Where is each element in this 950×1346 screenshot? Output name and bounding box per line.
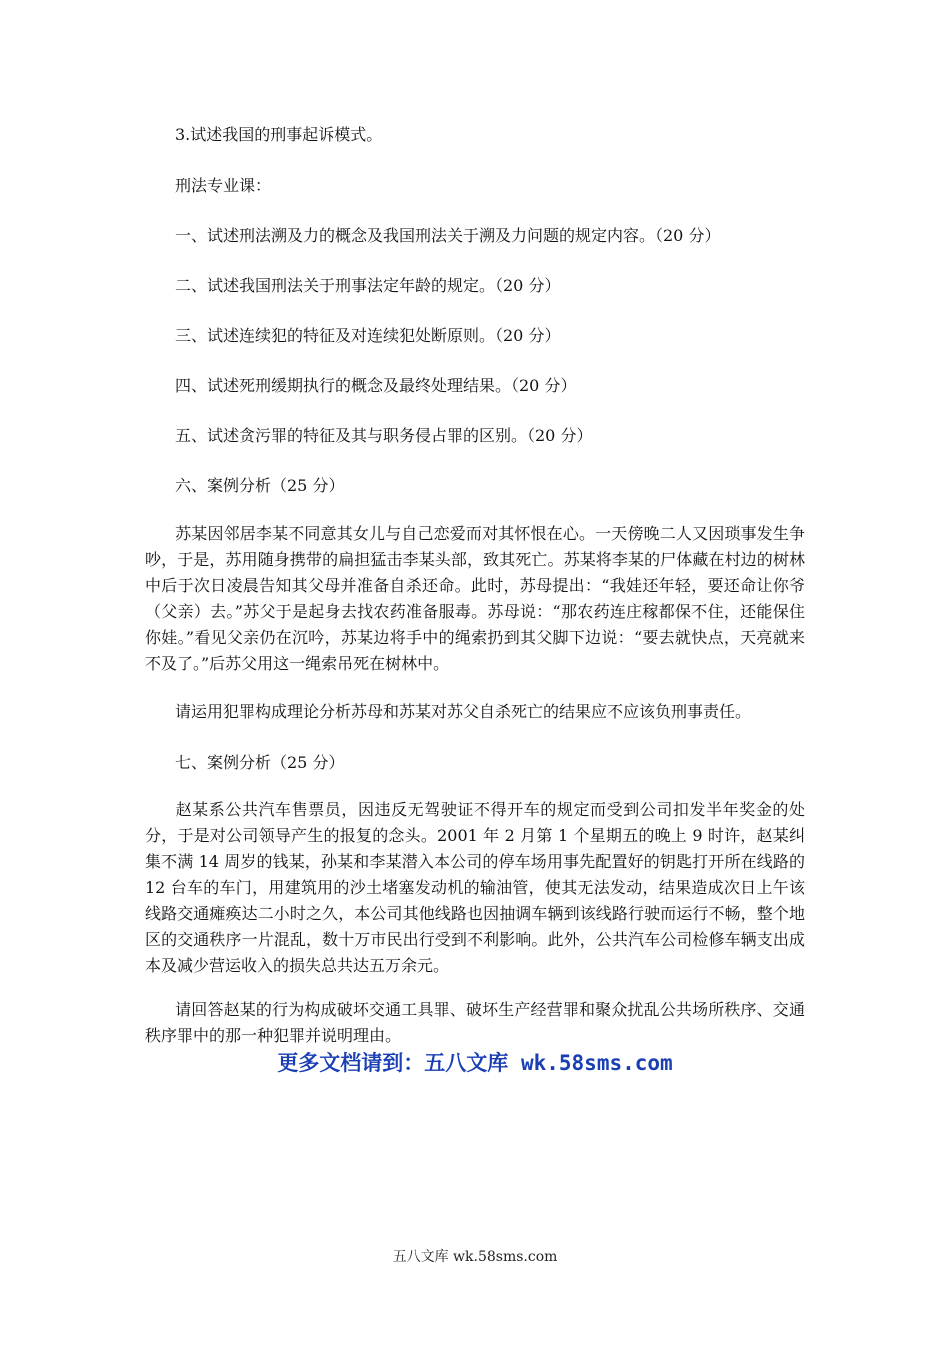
section-heading: 刑法专业课：: [175, 176, 272, 195]
question-3: 3.试述我国的刑事起诉模式。: [175, 125, 383, 144]
case-2-question-text: 请回答赵某的行为构成破坏交通工具罪、破坏生产经营罪和聚众扰乱公共场所秩序、交通秩序罪中的那一种犯罪并说明理由。: [145, 1000, 805, 1045]
question-5: 五、试述贪污罪的特征及其与职务侵占罪的区别。（20 分）: [175, 426, 593, 445]
question-6-heading: 六、案例分析（25 分）: [175, 476, 345, 495]
case-1-text: 苏某因邻居李某不同意其女儿与自己恋爱而对其怀恨在心。一天傍晚二人又因琐事发生争吵，于是，苏用随身携带的扁担猛击李某头部，致其死亡。苏某将李某的尸体藏在村边的树林中后于次日凌晨告知其父母并准备自杀还命。此时，苏母提出：“我娃还年轻，要还命让你爷（父亲）去。”苏父于是起身去找农药准备服毒。苏母说：“那农药连庄稼都保不住，还能保住你娃。”看见父亲仍在沉吟，苏某边将手中的绳索扔到其父脚下边说：“要去就快点，天亮就来不及了。”后苏父用这一绳索吊死在树林中。: [145, 524, 805, 673]
case-1-question-paragraph: [145, 699, 805, 725]
promo-link[interactable]: 更多文档请到：五八文库 wk.58sms.com: [277, 1051, 673, 1075]
page-footer: 五八文库 wk.58sms.com: [392, 1249, 558, 1265]
question-1: 一、试述刑法溯及力的概念及我国刑法关于溯及力问题的规定内容。（20 分）: [175, 226, 721, 245]
question-3-law: 三、试述连续犯的特征及对连续犯处断原则。（20 分）: [175, 326, 561, 345]
question-2: 二、试述我国刑法关于刑事法定年龄的规定。（20 分）: [175, 276, 561, 295]
question-7-heading: 七、案例分析（25 分）: [175, 753, 345, 772]
case-2-paragraph: [145, 797, 805, 979]
case-1-question-text: 请运用犯罪构成理论分析苏母和苏某对苏父自杀死亡的结果应不应该负刑事责任。: [175, 702, 752, 721]
case-2-text: 赵某系公共汽车售票员，因违反无驾驶证不得开车的规定而受到公司扣发半年奖金的处分，于是对公司领导产生的报复的念头。2001 年 2 月第 1 个星期五的晚上 9 时许，赵某纠集不满 14 周岁的钱某，孙某和李某潜入本公司的停车场用事先配置好的钥匙打开所在线路的 12 台车的车门，用建筑用的沙土堵塞发动机的输油管，使其无法发动，结果造成次日上午该线路交通瘫痪达二小时之久，本公司其他线路也因抽调车辆到该线路行驶而运行不畅，整个地区的交通秩序一片混乱，数十万市民出行受到不利影响。此外，公共汽车公司检修车辆支出成本及减少营运收入的损失总共达五万余元。: [145, 800, 805, 975]
question-4: 四、试述死刑缓期执行的概念及最终处理结果。（20 分）: [175, 376, 577, 395]
case-1-paragraph: [145, 521, 805, 677]
case-2-question-paragraph: [145, 997, 805, 1049]
